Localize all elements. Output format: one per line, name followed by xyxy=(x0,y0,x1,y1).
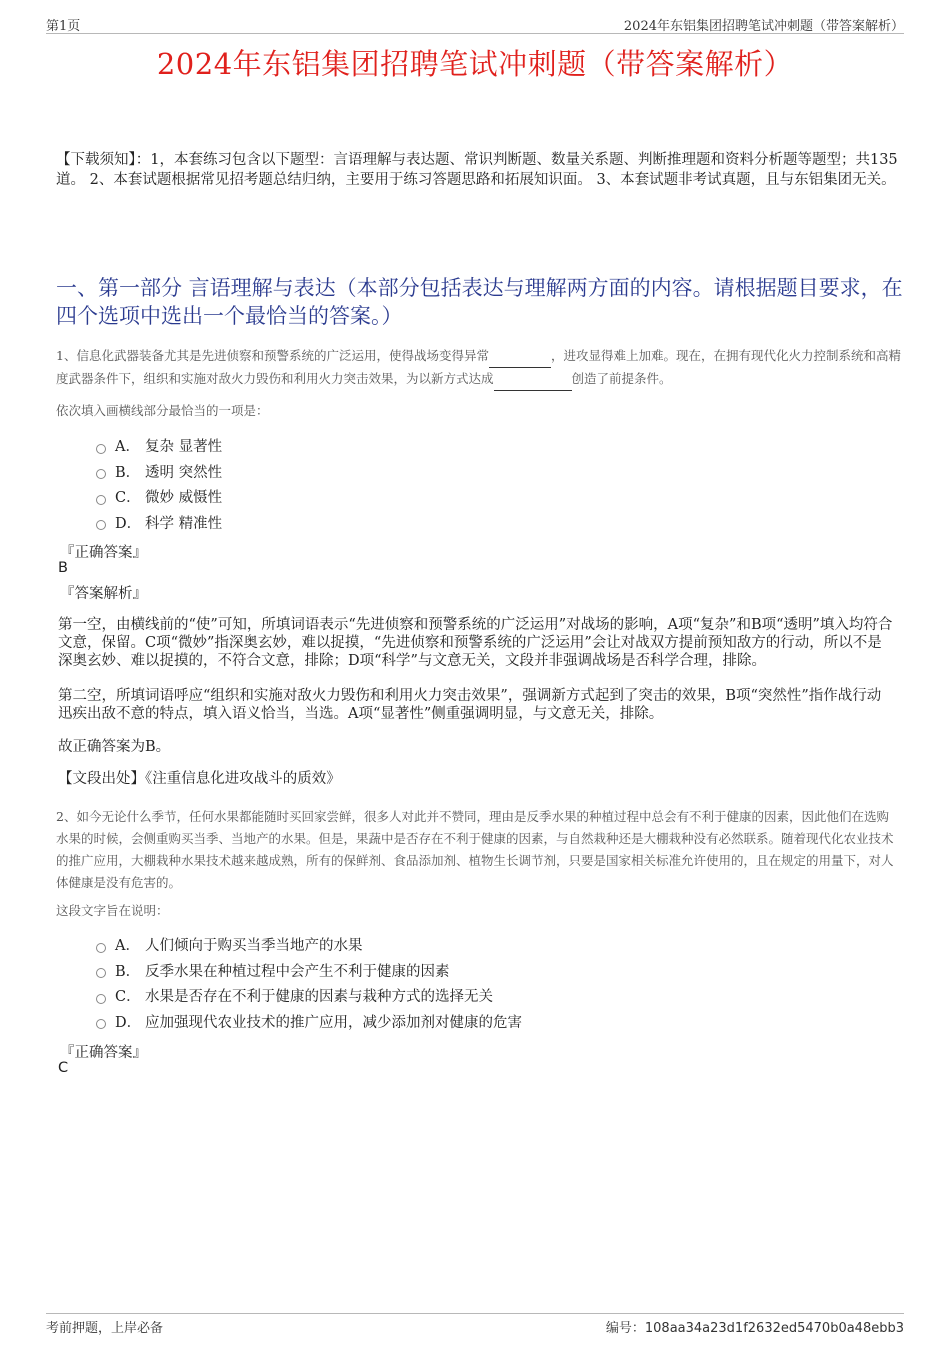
question-1-options xyxy=(96,433,222,535)
radio-icon[interactable] xyxy=(96,994,106,1004)
question-1-text: 1、信息化武器装备尤其是先进侦察和预警系统的广泛运用，使得战场变得异常 ，进攻显得难上加难。现在，在拥有现代化火力控制系统和高精度武器条件下，组织和实施对敌火力毁伤和利用火力突击效果，为以新方式达成 创造了前提条件。 xyxy=(56,345,901,391)
passage-source: 【文段出处】《注重信息化进攻战斗的质效》 xyxy=(58,771,341,787)
question-2-text: 2、如今无论什么季节，任何水果都能随时买回家尝鲜，很多人对此并不赞同，理由是反季水果的种植过程中总会有不利于健康的因素，因此他们在选购水果的时候，会侧重购买当季、当地产的水果。但是，果蔬中是否存在不利于健康的因素，与自然栽种还是大棚栽种没有必然联系。随着现代化农业技术的推广应用，大棚栽种水果技术越来越成熟，所有的保鲜剂、食品添加剂、植物生长调节剂，只要是国家相关标准允许使用的，且在规定的用量下，对人体健康是没有危害的。 xyxy=(56,809,894,890)
radio-icon[interactable] xyxy=(96,1019,106,1029)
answer-label: 『正确答案』 xyxy=(60,1045,147,1061)
option-c[interactable]: C． 水果是否存在不利于健康的因素与栽种方式的选择无关 xyxy=(96,983,522,1009)
question-2-options xyxy=(96,932,522,1034)
radio-icon[interactable] xyxy=(96,444,106,454)
option-d[interactable]: D． 科学 精准性 xyxy=(96,510,222,536)
page-footer xyxy=(46,1313,904,1334)
option-d[interactable]: D． 应加强现代农业技术的推广应用，减少添加剂对健康的危害 xyxy=(96,1009,522,1035)
section-heading: 一、第一部分 言语理解与表达（本部分包括表达与理解两方面的内容。请根据题目要求，在四个选项中选出一个最恰当的答案。） xyxy=(56,276,903,328)
analysis-conclusion: 故正确答案为B。 xyxy=(58,739,171,755)
page-header xyxy=(46,15,904,34)
analysis-label: 『答案解析』 xyxy=(60,586,147,602)
answer-value: B xyxy=(58,560,68,576)
radio-icon[interactable] xyxy=(96,520,106,530)
option-a[interactable]: A． 复杂 显著性 xyxy=(96,433,222,459)
option-c[interactable]: C． 微妙 威慑性 xyxy=(96,484,222,510)
header-doc-title: 2024年东铝集团招聘笔试冲刺题（带答案解析） xyxy=(623,19,904,34)
document-title: 2024年东铝集团招聘笔试冲刺题（带答案解析） xyxy=(156,47,794,81)
answer-value: C xyxy=(58,1060,69,1076)
footer-slogan: 考前押题，上岸必备 xyxy=(46,1321,164,1336)
radio-icon[interactable] xyxy=(96,469,106,479)
analysis-paragraph-2: 第二空，所填词语呼应“组织和实施对敌火力毁伤和利用火力突击效果”，强调新方式起到了突击的效果，B项“突然性”指作战行动迅疾出敌不意的特点，填入语义恰当，当选。A项“显著性”侧重强调明显，与文意无关，排除。 xyxy=(58,688,882,722)
radio-icon[interactable] xyxy=(96,968,106,978)
question-2-prompt: 这段文字旨在说明： xyxy=(56,903,169,918)
download-notice: 【下载须知】：1，本套练习包含以下题型：言语理解与表达题、常识判断题、数量关系题、判断推理题和资料分析题等题型；共135道。 2、本套试题根据常见招考题总结归纳，主要用于练习答题思路和拓展知识面。 3、本套试题非考试真题，且与东铝集团无关。 xyxy=(56,152,898,188)
fill-blank-1 xyxy=(489,345,551,368)
page-number: 第1页 xyxy=(46,19,81,34)
option-b[interactable]: B． 反季水果在种植过程中会产生不利于健康的因素 xyxy=(96,958,522,984)
question-1-prompt: 依次填入画横线部分最恰当的一项是： xyxy=(56,403,269,418)
radio-icon[interactable] xyxy=(96,943,106,953)
fill-blank-2 xyxy=(494,368,572,391)
answer-label: 『正确答案』 xyxy=(60,545,147,561)
option-b[interactable]: B． 透明 突然性 xyxy=(96,459,222,485)
footer-code: 编号：108aa34a23d1f2632ed5470b0a48ebb3 xyxy=(605,1321,904,1336)
analysis-paragraph-1: 第一空，由横线前的“使”可知，所填词语表示“先进侦察和预警系统的广泛运用”对战场的影响，A项“复杂”和B项“透明”填入均符合文意，保留。C项“微妙”指深奥玄妙，难以捉摸，“先进侦察和预警系统的广泛运用”会让对战双方提前预知敌方的行动，所以不是深奥玄妙、难以捉摸的，不符合文意，排除；D项“科学”与文意无关，文段并非强调战场是否科学合理，排除。 xyxy=(58,617,893,669)
radio-icon[interactable] xyxy=(96,495,106,505)
option-a[interactable]: A． 人们倾向于购买当季当地产的水果 xyxy=(96,932,522,958)
